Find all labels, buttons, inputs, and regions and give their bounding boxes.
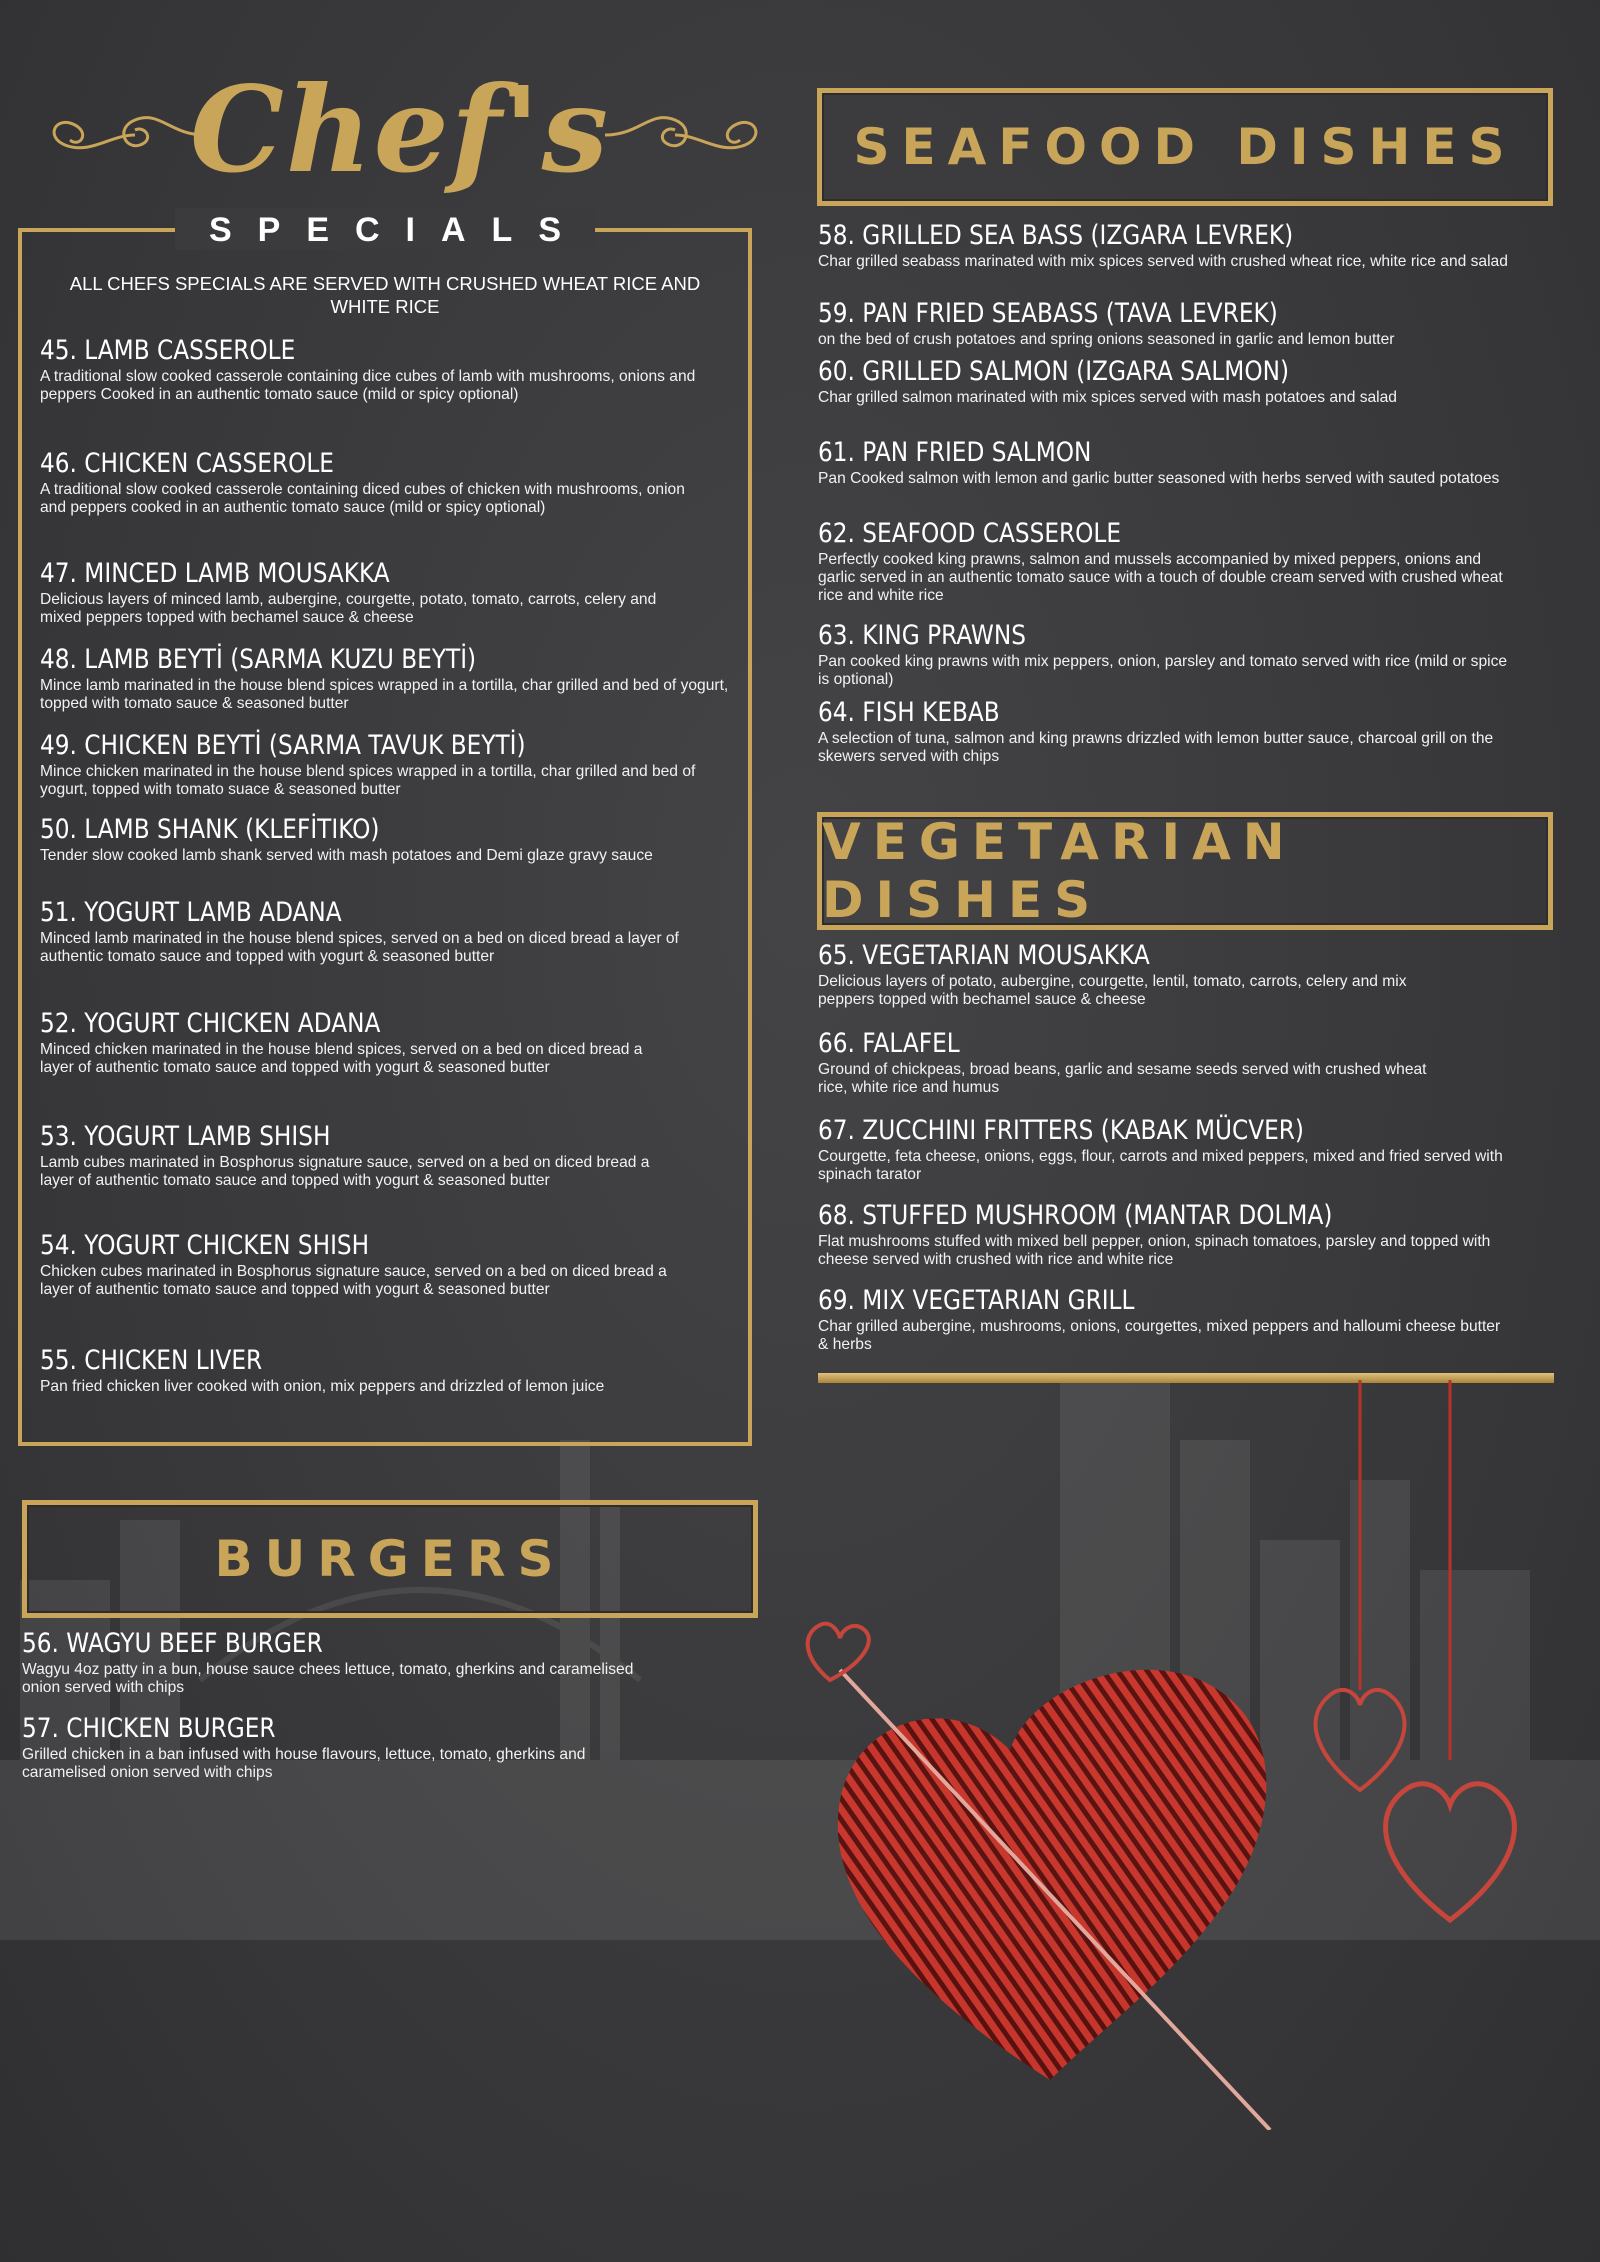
menu-item-desc: Char grilled salmon marinated with mix spices served with mash potatoes and salad xyxy=(818,389,1397,406)
menu-item-desc: Flat mushrooms stuffed with mixed bell pepper, onion, spinach tomatoes, parsley and topped with cheese served with crushed with rice and white rice xyxy=(818,1233,1491,1268)
menu-item xyxy=(40,335,700,404)
seafood-header xyxy=(817,88,1553,206)
menu-item-desc: Minced lamb marinated in the house blend spices, served on a bed on diced bread a layer of authentic tomato sauce and topped with yogurt & seasoned butter xyxy=(40,930,679,965)
menu-item-desc: Pan fried chicken liver cooked with onion, mix peppers and drizzled of lemon juice xyxy=(40,1378,605,1395)
menu-item xyxy=(40,558,700,627)
specials-intro: ALL CHEFS SPECIALS ARE SERVED WITH CRUSHED WHEAT RICE AND WHITE RICE xyxy=(69,273,701,317)
menu-item xyxy=(40,897,690,966)
menu-item-name: 63. KING PRAWNS xyxy=(818,620,1027,651)
specials-subtitle: SPECIALS xyxy=(175,208,595,250)
menu-item-name: 67. ZUCCHINI FRITTERS (KABAK MÜCVER) xyxy=(818,1115,1304,1146)
menu-item-name: 56. WAGYU BEEF BURGER xyxy=(22,1628,323,1659)
menu-item-name: 66. FALAFEL xyxy=(818,1028,960,1059)
menu-item xyxy=(40,730,730,799)
menu-item-name: 48. LAMB BEYTİ (SARMA KUZU BEYTİ) xyxy=(40,644,477,675)
menu-item-desc: on the bed of crush potatoes and spring onions seasoned in garlic and lemon butter xyxy=(818,331,1395,348)
menu-item-desc: Mince lamb marinated in the house blend spices wrapped in a tortilla, char grilled and bed of yogurt, topped with tomato sauce & seasoned butter xyxy=(40,677,729,712)
menu-item-name: 53. YOGURT LAMB SHISH xyxy=(40,1121,331,1152)
menu-item-name: 62. SEAFOOD CASSEROLE xyxy=(818,518,1122,549)
menu-item-desc: A traditional slow cooked casserole containing diced cubes of chicken with mushrooms, onion and peppers cooked in an authentic tomato sauce (mild or spicy optional) xyxy=(40,481,685,516)
menu-item xyxy=(40,644,730,713)
menu-item-desc: Chicken cubes marinated in Bosphorus signature sauce, served on a bed on diced bread a layer of authentic tomato sauce and topped with yogurt & seasoned butter xyxy=(40,1263,667,1298)
menu-item xyxy=(40,1121,680,1190)
menu-item-name: 58. GRILLED SEA BASS (IZGARA LEVREK) xyxy=(818,220,1294,251)
menu-item-name: 51. YOGURT LAMB ADANA xyxy=(40,897,342,928)
menu-item-desc: Pan Cooked salmon with lemon and garlic butter seasoned with herbs served with sauted potatoes xyxy=(818,470,1500,487)
menu-item-desc: A traditional slow cooked casserole containing dice cubes of lamb with mushrooms, onions and peppers Cooked in an authentic tomato sauce (mild or spicy optional) xyxy=(40,368,696,403)
menu-item-name: 52. YOGURT CHICKEN ADANA xyxy=(40,1008,381,1039)
menu-item-name: 61. PAN FRIED SALMON xyxy=(818,437,1092,468)
menu-item-name: 59. PAN FRIED SEABASS (TAVA LEVREK) xyxy=(818,298,1278,329)
chefs-specials-title xyxy=(30,60,770,210)
burgers-header xyxy=(22,1500,758,1618)
menu-item xyxy=(818,1028,1458,1097)
menu-item-desc: Delicious layers of potato, aubergine, courgette, lentil, tomato, carrots, celery and mix peppers topped with bechamel sauce & cheese xyxy=(818,973,1407,1008)
menu-item-name: 46. CHICKEN CASSEROLE xyxy=(40,448,334,479)
menu-item-desc: Delicious layers of minced lamb, aubergine, courgette, potato, tomato, carrots, celery and mixed peppers topped with bechamel sauce & cheese xyxy=(40,591,657,626)
menu-item xyxy=(22,1713,642,1782)
menu-item xyxy=(818,697,1528,766)
menu-item-name: 64. FISH KEBAB xyxy=(818,697,1000,728)
menu-item-desc: A selection of tuna, salmon and king prawns drizzled with lemon butter sauce, charcoal grill on the skewers served with chips xyxy=(818,730,1494,765)
menu-item-desc: Tender slow cooked lamb shank served with mash potatoes and Demi glaze gravy sauce xyxy=(40,847,653,864)
menu-item xyxy=(818,356,1498,407)
menu-item-desc: Grilled chicken in a ban infused with house flavours, lettuce, tomato, gherkins and caramelised onion served with chips xyxy=(22,1746,586,1781)
menu-item-name: 55. CHICKEN LIVER xyxy=(40,1345,263,1376)
menu-item xyxy=(40,448,700,517)
menu-item-desc: Lamb cubes marinated in Bosphorus signature sauce, served on a bed on diced bread a layer of authentic tomato sauce and topped with yogurt & seasoned butter xyxy=(40,1154,650,1189)
menu-item xyxy=(22,1628,642,1697)
menu-item-name: 47. MINCED LAMB MOUSAKKA xyxy=(40,558,390,589)
menu-item xyxy=(818,940,1458,1009)
menu-item-desc: Char grilled seabass marinated with mix spices served with crushed wheat rice, white rice and salad xyxy=(818,253,1508,270)
striped-heart-icon xyxy=(800,1610,1320,2130)
menu-item-name: 65. VEGETARIAN MOUSAKKA xyxy=(818,940,1150,971)
menu-item-name: 69. MIX VEGETARIAN GRILL xyxy=(818,1285,1135,1316)
menu-item xyxy=(818,1115,1518,1184)
menu-item-name: 57. CHICKEN BURGER xyxy=(22,1713,276,1744)
menu-item-name: 60. GRILLED SALMON (IZGARA SALMON) xyxy=(818,356,1290,387)
menu-item-desc: Pan cooked king prawns with mix peppers, onion, parsley and tomato served with rice (mild or spice is optional) xyxy=(818,653,1508,688)
menu-item-desc: Minced chicken marinated in the house blend spices, served on a bed on diced bread a layer of authentic tomato sauce and topped with yogurt & seasoned butter xyxy=(40,1041,643,1076)
menu-item xyxy=(818,437,1518,488)
menu-item-desc: Perfectly cooked king prawns, salmon and mussels accompanied by mixed peppers, onions and garlic served in an authentic tomato sauce with a touch of double cream served with crushed wheat rice and white rice xyxy=(818,551,1503,604)
menu-item xyxy=(818,1285,1508,1354)
menu-item-name: 50. LAMB SHANK (KLEFİTIKO) xyxy=(40,814,380,845)
vegetarian-header xyxy=(817,812,1553,930)
menu-item xyxy=(818,620,1518,689)
menu-item-name: 54. YOGURT CHICKEN SHISH xyxy=(40,1230,370,1261)
menu-item-name: 49. CHICKEN BEYTİ (SARMA TAVUK BEYTİ) xyxy=(40,730,526,761)
menu-item xyxy=(818,298,1558,349)
menu-item-desc: Courgette, feta cheese, onions, eggs, flour, carrots and mixed peppers, mixed and fried served with spinach tarator xyxy=(818,1148,1503,1183)
menu-item xyxy=(40,814,680,865)
menu-item-desc: Char grilled aubergine, mushrooms, onions, courgettes, mixed peppers and halloumi cheese butter & herbs xyxy=(818,1318,1501,1353)
menu-item-name: 45. LAMB CASSEROLE xyxy=(40,335,296,366)
menu-item-desc: Ground of chickpeas, broad beans, garlic and sesame seeds served with crushed wheat rice, white rice and humus xyxy=(818,1061,1427,1096)
menu-item-name: 68. STUFFED MUSHROOM (MANTAR DOLMA) xyxy=(818,1200,1333,1231)
menu-item xyxy=(40,1008,670,1077)
menu-item-desc: Mince chicken marinated in the house blend spices wrapped in a tortilla, char grilled and bed of yogurt, topped with tomato suace & seasoned butter xyxy=(40,763,696,798)
menu-item-desc: Wagyu 4oz patty in a bun, house sauce chees lettuce, tomato, gherkins and caramelised onion served with chips xyxy=(22,1661,634,1696)
seafood-title: SEAFOOD DISHES xyxy=(853,118,1517,176)
flourish-right-icon xyxy=(600,100,770,170)
chefs-script-title: Chef's xyxy=(189,60,611,199)
burgers-title: BURGERS xyxy=(214,1530,566,1588)
menu-item xyxy=(40,1345,680,1396)
vegetarian-title: VEGETARIAN DISHES xyxy=(822,813,1297,929)
menu-item xyxy=(818,518,1518,605)
menu-item xyxy=(40,1230,680,1299)
menu-item xyxy=(818,1200,1528,1269)
menu-item xyxy=(818,220,1558,271)
